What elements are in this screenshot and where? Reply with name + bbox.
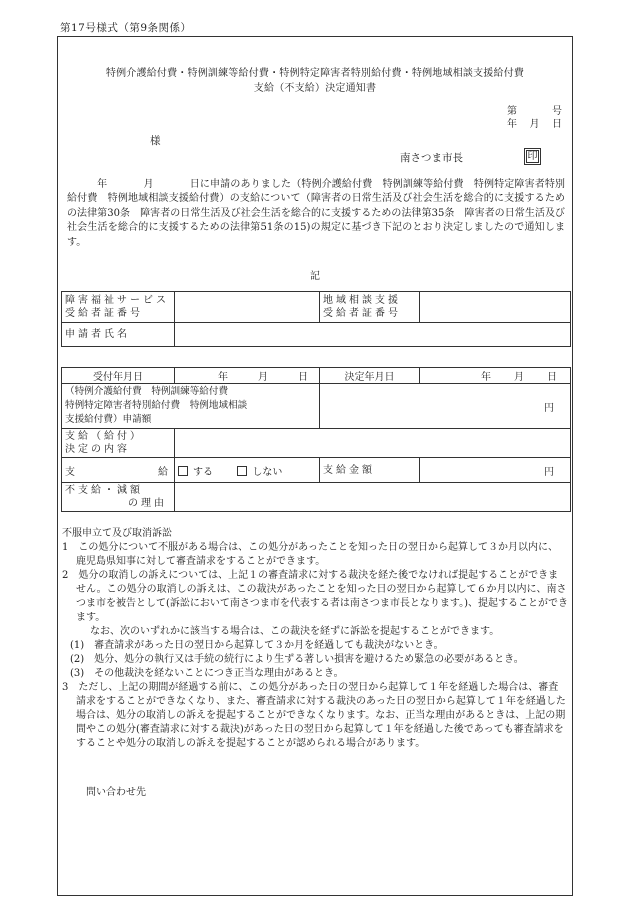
applicant-name-field[interactable]: [175, 323, 571, 347]
amount-label-line1: （特例介護給付費 特例訓練等給付費: [65, 386, 229, 397]
date-year: 年: [507, 119, 517, 130]
seal-mark: 印: [524, 148, 541, 165]
decision-content-field[interactable]: [175, 429, 571, 458]
welfare-service-label: [62, 292, 175, 323]
yen-unit-2: 円: [544, 466, 554, 478]
document-number-block: [507, 105, 562, 131]
reason-label-line1: 不支給・減額: [65, 485, 143, 496]
amount-label-line3: 支援給付費）申請額: [65, 414, 152, 425]
payment-label: 支 給: [62, 458, 175, 483]
welfare-label-line2: 受給者証番号: [65, 308, 143, 319]
decision-table: [61, 367, 571, 512]
notice-item-2-note: なお、次のいずれかに該当する場合は、この裁決を経ずに訴訟を提起することができます。: [90, 626, 500, 637]
reason-field[interactable]: [175, 483, 571, 512]
yen-unit: 円: [544, 402, 554, 414]
decision-month: 月: [514, 372, 524, 383]
decision-date-label: 決定年月日: [320, 368, 420, 384]
document-title-line2: 支給（不支給）決定通知書: [253, 83, 377, 94]
payment-amount-field[interactable]: [420, 458, 571, 483]
payment-options: [175, 458, 320, 483]
date-month: 月: [529, 119, 540, 130]
decision-date-field[interactable]: [420, 368, 571, 384]
receipt-month: 月: [258, 372, 268, 383]
notification-body: [67, 178, 565, 250]
welfare-label-line1: 障害福祉サービス: [65, 295, 169, 306]
application-amount-label: [62, 384, 320, 429]
decision-content-label: [62, 429, 175, 458]
notice-item-2: 2 処分の取消しの訴えについては、上記１の審査請求に対する裁決を経た後でなければ提起することができません。この処分の取消しの訴えは、この裁決があったことを知った日の翌日から起算して６か月以内に、南さつま市を被告として(訴訟において南さつま市を代表する者は南さつま市長となります。)、提起することができます。: [62, 570, 569, 623]
option-no-label: しない: [252, 466, 283, 478]
option-yes-label: する: [193, 466, 213, 478]
notice-item-1: 1 この処分について不服がある場合は、この処分があったことを知った日の翌日から起算して３か月以内に、鹿児島県知事に対して審査請求をすることができます。: [62, 542, 559, 567]
content-label-line2: 決定の内容: [65, 444, 130, 455]
reason-label: [62, 483, 175, 512]
doc-no-suffix: 号: [552, 106, 562, 117]
notice-sub-2: (2) 処分、処分の執行又は手続の続行により生ずる著しい損害を避けるため緊急の必要があるとき。: [70, 654, 524, 665]
community-label-line1: 地域相談支援: [323, 295, 401, 306]
payment-amount-label: 支給金額: [320, 458, 420, 483]
content-label-line1: 支給（給付）: [65, 431, 143, 442]
welfare-certificate-number[interactable]: [175, 292, 320, 323]
contact-label: 問い合わせ先: [86, 787, 146, 798]
recipient-table: [61, 291, 571, 347]
receipt-day: 日: [298, 372, 308, 383]
form-number: 第17号様式（第9条関係）: [60, 22, 192, 34]
applicant-name-label: 申請者氏名: [62, 323, 175, 347]
receipt-date-field[interactable]: [175, 368, 320, 384]
community-label-line2: 受給者証番号: [323, 308, 401, 319]
appeal-notice: [62, 527, 568, 751]
notice-sub-3: (3) その他裁決を経ないことにつき正当な理由があるとき。: [70, 668, 344, 679]
checkbox-yes[interactable]: [178, 466, 188, 476]
community-certificate-number[interactable]: [420, 292, 571, 323]
body-text: 日に申請のありました（特例介護給付費 特例訓練等給付費 特例特定障害者特別給付費 特例地域相談支援給付費）の支給について（障害者の日常生活及び社会生活を総合的に支援するための法律第30条 障害者の日常生活及び社会生活を総合的に支援するための法律第35条 障害者の日常生活及び社会生活を総合的に支援するための法律第51条の15)の規定に基づき下記のとおり決定しましたので通知します。: [67, 179, 566, 248]
issuer-name: 南さつま市長: [400, 152, 463, 164]
reason-label-line2: の理由: [128, 498, 167, 509]
application-amount-field[interactable]: [320, 384, 571, 429]
body-year: 年: [97, 179, 108, 190]
addressee: 様: [150, 135, 161, 147]
notice-item-3: 3 ただし、上記の期間が経過する前に、この処分があった日の翌日から起算して１年を経過した場合は、審査請求をすることができなくなり、また、審査請求に対する裁決のあった日の翌日から起算して１年を経過した場合は、処分の取消しの訴えを提起することができなくなります。なお、正当な理由があるときは、上記の期間やこの処分(審査請求に対する裁決)があった日の翌日から起算して１年を経過した後であっても審査請求をすることや処分の取消しの訴えを提起することが認められる場合があります。: [62, 682, 566, 749]
body-month: 月: [143, 179, 154, 190]
amount-label-line2: 特例特定障害者特別給付費 特例地域相談: [65, 400, 248, 411]
document-title-line1: 特例介護給付費・特例訓練等給付費・特例特定障害者特別給付費・特例地域相談支援給付費: [105, 68, 525, 79]
notice-sub-1: (1) 審査請求があった日の翌日から起算して３か月を経過しても裁決がないとき。: [70, 640, 444, 651]
date-day: 日: [552, 119, 562, 130]
receipt-date-label: 受付年月日: [62, 368, 175, 384]
decision-day: 日: [547, 372, 557, 383]
checkbox-no[interactable]: [237, 466, 247, 476]
notice-heading: 不服申立て及び取消訴訟: [62, 528, 172, 539]
ki-heading: 記: [310, 271, 320, 282]
community-support-label: [320, 292, 420, 323]
doc-no-label: 第: [507, 106, 517, 117]
decision-year: 年: [481, 372, 491, 383]
receipt-year: 年: [218, 372, 228, 383]
